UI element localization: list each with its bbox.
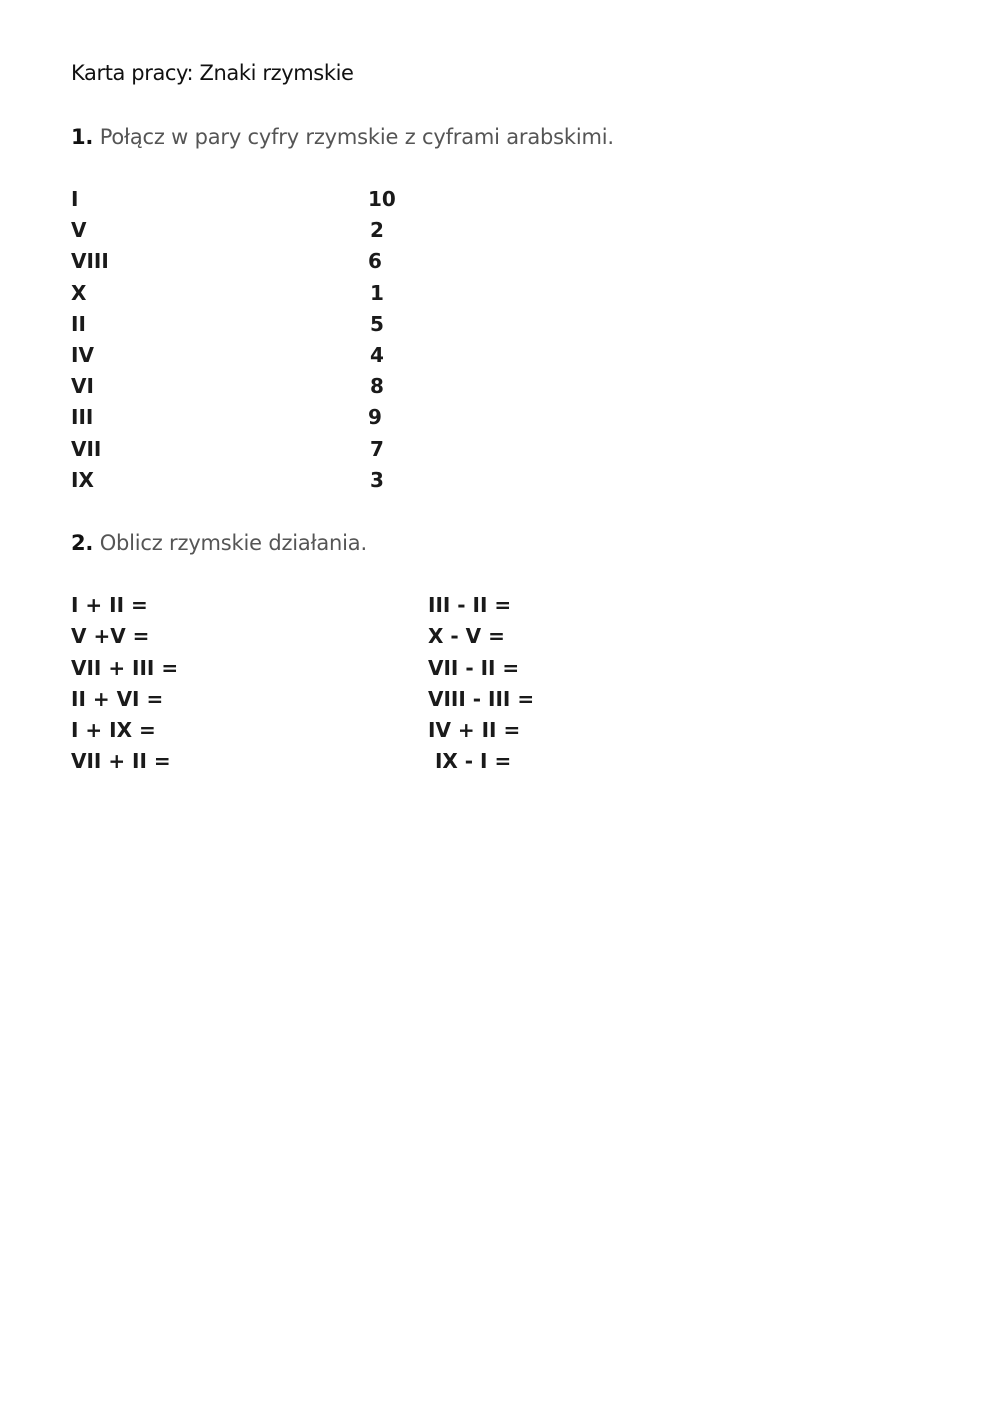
expression-right: IX - I = <box>428 749 512 773</box>
expression-right: III - II = <box>428 593 512 617</box>
expression-right: VIII - III = <box>428 687 535 711</box>
roman-item: VI <box>71 374 94 398</box>
expression-right: VII - II = <box>428 656 520 680</box>
arabic-item: 2 <box>370 218 384 242</box>
arabic-item: 7 <box>370 437 384 461</box>
expression-right: X - V = <box>428 624 505 648</box>
roman-item: III <box>71 405 94 429</box>
expression-left: I + IX = <box>71 718 156 742</box>
arabic-item: 3 <box>370 468 384 492</box>
task-2-instruction <box>71 531 367 555</box>
expression-left: I + II = <box>71 593 148 617</box>
arabic-item: 5 <box>370 312 384 336</box>
page-title: Karta pracy: Znaki rzymskie <box>71 61 354 85</box>
arabic-item: 9 <box>368 405 382 429</box>
roman-item: IX <box>71 468 94 492</box>
arabic-item: 8 <box>370 374 384 398</box>
roman-item: VII <box>71 437 102 461</box>
arabic-item: 6 <box>368 249 382 273</box>
arabic-item: 10 <box>368 187 396 211</box>
expression-left: VII + II = <box>71 749 171 773</box>
roman-item: V <box>71 218 87 242</box>
roman-item: X <box>71 281 87 305</box>
arabic-item: 1 <box>370 281 384 305</box>
task-1-text: Połącz w pary cyfry rzymskie z cyframi arabskimi. <box>99 125 614 149</box>
task-1-instruction <box>71 125 614 149</box>
expression-left: V +V = <box>71 624 150 648</box>
expression-right: IV + II = <box>428 718 521 742</box>
roman-item: VIII <box>71 249 109 273</box>
roman-item: I <box>71 187 79 211</box>
task-1-number: 1. <box>71 125 94 149</box>
roman-item: IV <box>71 343 94 367</box>
expression-left: VII + III = <box>71 656 179 680</box>
task-2-number: 2. <box>71 531 94 555</box>
expression-left: II + VI = <box>71 687 164 711</box>
roman-item: II <box>71 312 86 336</box>
task-2-text: Oblicz rzymskie działania. <box>99 531 367 555</box>
arabic-item: 4 <box>370 343 384 367</box>
